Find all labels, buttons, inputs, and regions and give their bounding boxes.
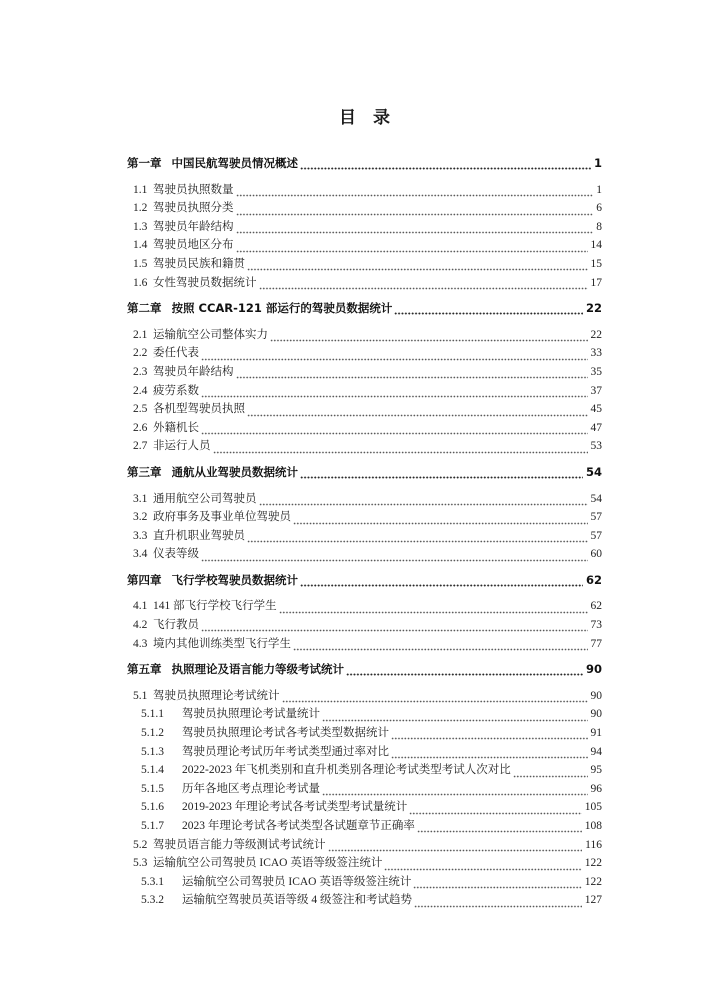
dot-leader (236, 242, 588, 255)
entry-title: 历年各地区考点理论考试量 (182, 782, 320, 795)
page-number: 105 (584, 801, 602, 814)
entry-number: 3.1 (133, 492, 148, 505)
toc-item-row[interactable] (127, 687, 602, 706)
dot-leader (322, 711, 588, 724)
dot-leader (300, 576, 583, 589)
entry-number: 5.1.1 (141, 708, 164, 721)
entry-number: 2.4 (133, 384, 148, 397)
entry-title: 运输航空公司整体实力 (153, 328, 268, 341)
entry-number: 5.1.5 (141, 782, 164, 795)
entry-title: 驾驶员执照理论考试统计 (153, 689, 280, 702)
entry-title: 驾驶员执照理论考试各考试类型数据统计 (182, 727, 389, 740)
entry-title: 运输航空驾驶员英语等级 4 级签注和考试趋势 (182, 894, 412, 907)
entry-title: 驾驶员理论考试历年考试类型通过率对比 (182, 745, 389, 758)
toc-item-row[interactable] (127, 836, 602, 855)
entry-title: 2022-2023 年飞机类别和直升机类别各理论考试类型考试人次对比 (182, 764, 511, 777)
page-number: 91 (590, 727, 602, 740)
dot-leader (247, 261, 588, 274)
dot-leader (414, 897, 582, 910)
toc-item-row[interactable] (127, 218, 602, 237)
dot-leader (282, 692, 588, 705)
entry-title: 委任代表 (153, 347, 199, 360)
page-number: 57 (590, 511, 602, 524)
toc-item-row[interactable] (127, 527, 602, 546)
entry-title: 驾驶员年龄结构 (153, 365, 234, 378)
dot-leader (300, 160, 591, 173)
page-number: 90 (590, 689, 602, 702)
entry-number: 2.7 (133, 440, 148, 453)
dot-leader (328, 841, 583, 854)
toc-item-row[interactable] (127, 274, 602, 293)
entry-title: 外籍机长 (153, 421, 199, 434)
toc-chapter-row[interactable] (127, 571, 602, 590)
toc-item-row[interactable] (127, 597, 602, 616)
entry-title: 中国民航驾驶员情况概述 (171, 156, 298, 170)
entry-number: 5.1.3 (141, 745, 164, 758)
entry-number: 第一章 (127, 156, 162, 170)
toc-subitem-row[interactable] (127, 743, 602, 762)
entry-number: 5.1.6 (141, 801, 164, 814)
toc-item-row[interactable] (127, 854, 602, 873)
toc-item-row[interactable] (127, 326, 602, 345)
entry-title: 运输航空公司驾驶员 ICAO 英语等级签注统计 (182, 875, 412, 888)
toc-subitem-row[interactable] (127, 724, 602, 743)
entry-number: 2.1 (133, 328, 148, 341)
toc-subitem-row[interactable] (127, 780, 602, 799)
page-number: 1 (593, 156, 602, 170)
toc-item-row[interactable] (127, 181, 602, 200)
page-number: 62 (590, 600, 602, 613)
dot-leader (259, 279, 588, 292)
dot-leader (236, 205, 594, 218)
toc-item-row[interactable] (127, 400, 602, 419)
toc-subitem-row[interactable] (127, 705, 602, 724)
dot-leader (236, 369, 588, 382)
entry-number: 1.2 (133, 202, 148, 215)
page-number: 54 (585, 464, 602, 479)
page-number: 14 (590, 239, 602, 252)
dot-leader (236, 186, 594, 199)
dot-leader (409, 804, 582, 817)
page-number: 37 (590, 384, 602, 397)
dot-leader (201, 424, 588, 437)
page-number: 54 (590, 492, 602, 505)
page-number: 33 (590, 347, 602, 360)
entry-title: 通用航空公司驾驶员 (153, 492, 257, 505)
page-number: 122 (584, 875, 602, 888)
dot-leader (259, 495, 588, 508)
entry-number: 2.2 (133, 347, 148, 360)
dot-leader (394, 305, 583, 318)
page-number: 1 (596, 183, 602, 196)
entry-number: 5.3 (133, 857, 148, 870)
entry-number: 1.1 (133, 183, 148, 196)
dot-leader (201, 350, 588, 363)
entry-title: 驾驶员年龄结构 (153, 220, 234, 233)
entry-number: 5.2 (133, 838, 148, 851)
entry-title: 飞行学校驾驶员数据统计 (171, 572, 298, 587)
toc-item-row[interactable] (127, 437, 602, 456)
page-number: 8 (596, 220, 602, 233)
entry-number: 5.3.1 (141, 875, 164, 888)
page-number: 60 (590, 548, 602, 561)
dot-leader (201, 387, 588, 400)
page-number: 116 (585, 838, 602, 851)
dot-leader (391, 730, 588, 743)
entry-title: 女性驾驶员数据统计 (153, 276, 257, 289)
page-number: 57 (590, 529, 602, 542)
toc-item-row[interactable] (127, 344, 602, 363)
entry-number: 4.1 (133, 600, 148, 613)
entry-title: 运输航空公司驾驶员 ICAO 英语等级签注统计 (153, 857, 383, 870)
entry-number: 5.1.2 (141, 727, 164, 740)
dot-leader (513, 767, 588, 780)
dot-leader (201, 622, 588, 635)
dot-leader (384, 860, 581, 873)
dot-leader (247, 532, 588, 545)
toc-item-row[interactable] (127, 236, 602, 255)
entry-title: 政府事务及事业单位驾驶员 (153, 511, 291, 524)
toc-item-row[interactable] (127, 635, 602, 654)
entry-number: 5.1.4 (141, 764, 164, 777)
page-number: 96 (590, 782, 602, 795)
toc-chapter-row[interactable] (127, 660, 602, 679)
entry-title: 驾驶员执照数量 (153, 183, 234, 196)
entry-number: 第二章 (127, 301, 162, 316)
entry-number: 1.5 (133, 257, 148, 270)
toc-item-row[interactable] (127, 363, 602, 382)
toc-item-row[interactable] (127, 616, 602, 635)
entry-number: 4.2 (133, 619, 148, 632)
toc-item-row[interactable] (127, 508, 602, 527)
entry-title: 通航从业驾驶员数据统计 (171, 464, 298, 479)
entry-number: 3.3 (133, 529, 148, 542)
entry-title: 驾驶员语言能力等级测试考试统计 (153, 838, 326, 851)
entry-title: 141 部飞行学校飞行学生 (153, 600, 277, 613)
entry-number: 5.1 (133, 689, 148, 702)
entry-number: 第三章 (127, 464, 162, 479)
page-number: 127 (584, 894, 602, 907)
entry-number: 2.3 (133, 365, 148, 378)
toc-subitem-row[interactable] (127, 891, 602, 910)
toc-list (127, 154, 602, 910)
dot-leader (279, 603, 588, 616)
page-number: 17 (590, 276, 602, 289)
entry-title: 驾驶员地区分布 (153, 239, 234, 252)
page-number: 108 (584, 820, 602, 832)
entry-title: 非运行人员 (153, 440, 211, 453)
dot-leader (293, 640, 588, 653)
dot-leader (247, 406, 588, 419)
entry-title: 执照理论及语言能力等级考试统计 (171, 662, 344, 677)
entry-title: 驾驶员执照分类 (153, 202, 234, 215)
page-number: 53 (590, 440, 602, 453)
dot-leader (293, 514, 588, 527)
page-number: 6 (596, 202, 602, 215)
toc-item-row[interactable] (127, 419, 602, 438)
entry-number: 2.6 (133, 421, 148, 434)
page-number: 122 (584, 857, 602, 870)
toc-subitem-row[interactable] (127, 817, 602, 836)
entry-title: 直升机职业驾驶员 (153, 529, 245, 542)
entry-title: 仪表等级 (153, 548, 199, 561)
page-number: 77 (590, 637, 602, 650)
entry-number: 第五章 (127, 662, 162, 677)
entry-number: 5.1.7 (141, 820, 164, 832)
toc-subitem-row[interactable] (127, 798, 602, 817)
entry-number: 第四章 (127, 572, 162, 587)
entry-number: 5.3.2 (141, 894, 164, 907)
dot-leader (201, 551, 588, 564)
toc-item-row[interactable] (127, 199, 602, 218)
page-number: 95 (590, 764, 602, 777)
entry-number: 1.3 (133, 220, 148, 233)
entry-title: 境内其他训练类型飞行学生 (153, 637, 291, 650)
entry-title: 疲劳系数 (153, 384, 199, 397)
toc-content (127, 0, 602, 910)
page-number: 62 (585, 572, 602, 587)
dot-leader (346, 666, 583, 679)
entry-number: 4.3 (133, 637, 148, 650)
entry-title: 按照 CCAR-121 部运行的驾驶员数据统计 (171, 301, 393, 316)
page-number: 94 (590, 745, 602, 758)
page-number: 35 (590, 365, 602, 378)
dot-leader (236, 223, 594, 236)
dot-leader (322, 785, 588, 798)
toc-item-row[interactable] (127, 382, 602, 401)
dot-leader (300, 469, 583, 482)
page-number: 47 (590, 421, 602, 434)
dot-leader (213, 443, 588, 456)
entry-number: 1.6 (133, 276, 148, 289)
page-number: 15 (590, 257, 602, 270)
entry-number: 3.2 (133, 511, 148, 524)
toc-item-row[interactable] (127, 255, 602, 274)
toc-item-row[interactable] (127, 545, 602, 564)
dot-leader (391, 748, 588, 761)
page-number: 90 (590, 708, 602, 721)
toc-chapter-row[interactable] (127, 463, 602, 482)
entry-number: 2.5 (133, 403, 148, 416)
page-number: 22 (585, 301, 602, 316)
entry-number: 1.4 (133, 239, 148, 252)
entry-title: 各机型驾驶员执照 (153, 403, 245, 416)
toc-chapter-row[interactable] (127, 154, 602, 173)
page-number: 45 (590, 403, 602, 416)
page-number: 73 (590, 619, 602, 632)
page-number: 22 (590, 328, 602, 341)
entry-title: 驾驶员执照理论考试量统计 (182, 708, 320, 721)
entry-title: 驾驶员民族和籍贯 (153, 257, 245, 270)
entry-title: 飞行教员 (153, 619, 199, 632)
toc-chapter-row[interactable] (127, 299, 602, 318)
page-title: 目 录 (339, 108, 390, 128)
toc-item-row[interactable] (127, 490, 602, 509)
page-number: 90 (585, 662, 602, 677)
toc-subitem-row[interactable] (127, 761, 602, 780)
dot-leader (417, 823, 582, 836)
entry-title: 2023 年理论考试各考试类型各试题章节正确率 (182, 820, 415, 832)
dot-leader (270, 331, 588, 344)
dot-leader (413, 878, 581, 891)
toc-subitem-row[interactable] (127, 873, 602, 892)
entry-number: 3.4 (133, 548, 148, 561)
entry-title: 2019-2023 年理论考试各考试类型考试量统计 (182, 801, 408, 814)
